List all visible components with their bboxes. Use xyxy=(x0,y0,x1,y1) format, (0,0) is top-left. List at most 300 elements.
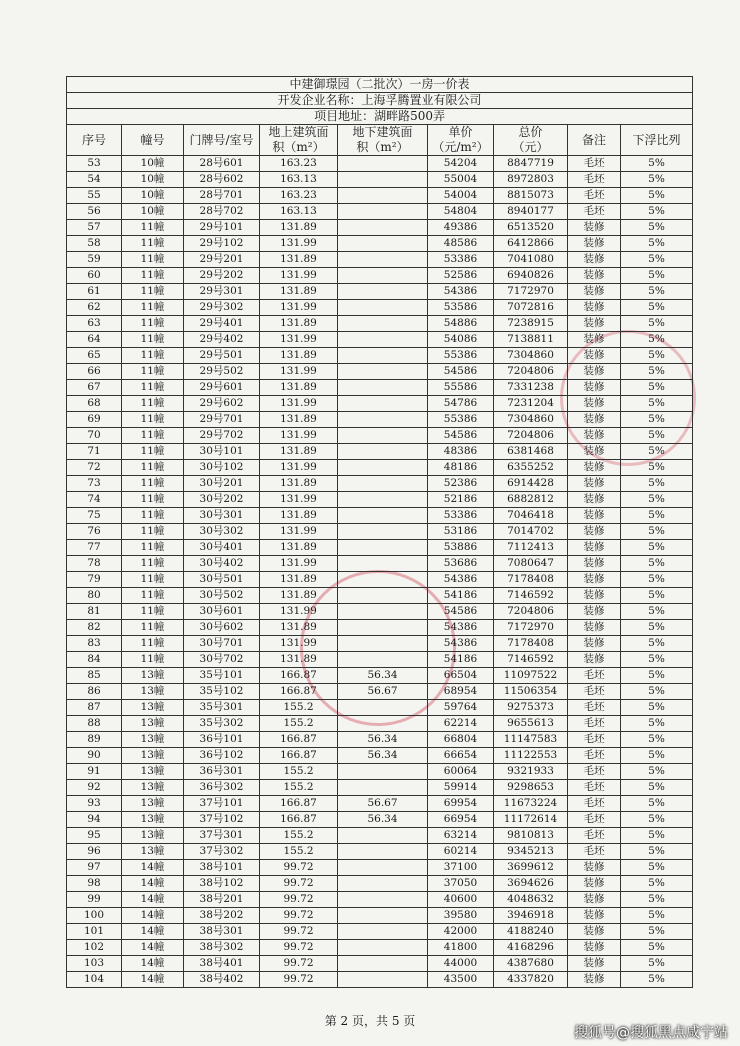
cell-building: 11幢 xyxy=(122,460,184,476)
cell-discount: 5% xyxy=(621,476,693,492)
cell-door: 29号502 xyxy=(184,364,260,380)
cell-unit-price: 53186 xyxy=(428,524,494,540)
cell-above-area: 131.89 xyxy=(260,476,338,492)
cell-discount: 5% xyxy=(621,668,693,684)
table-row xyxy=(67,732,693,748)
cell-door: 30号701 xyxy=(184,636,260,652)
table-row xyxy=(67,892,693,908)
cell-total-price: 9321933 xyxy=(494,764,568,780)
cell-seq: 62 xyxy=(67,300,122,316)
watermark-text: 搜狐号@搜狐黑点咸宁站 xyxy=(574,1025,728,1041)
cell-note: 装修 xyxy=(568,300,621,316)
cell-door: 35号302 xyxy=(184,716,260,732)
cell-total-price: 7138811 xyxy=(494,332,568,348)
cell-unit-price: 53586 xyxy=(428,300,494,316)
cell-above-area: 163.13 xyxy=(260,172,338,188)
cell-total-price: 6882812 xyxy=(494,492,568,508)
cell-building: 11幢 xyxy=(122,620,184,636)
cell-above-area: 155.2 xyxy=(260,764,338,780)
cell-discount: 5% xyxy=(621,156,693,172)
cell-note: 装修 xyxy=(568,540,621,556)
cell-door: 29号102 xyxy=(184,236,260,252)
cell-building: 11幢 xyxy=(122,316,184,332)
table-row xyxy=(67,172,693,188)
cell-below-area xyxy=(338,588,428,604)
header-above-area xyxy=(260,125,338,156)
table-row xyxy=(67,780,693,796)
table-row xyxy=(67,220,693,236)
cell-total-price: 7172970 xyxy=(494,620,568,636)
cell-door: 36号302 xyxy=(184,780,260,796)
table-row xyxy=(67,924,693,940)
cell-door: 37号102 xyxy=(184,812,260,828)
cell-note: 毛坯 xyxy=(568,732,621,748)
cell-total-price: 7204806 xyxy=(494,428,568,444)
cell-seq: 99 xyxy=(67,892,122,908)
table-row xyxy=(67,156,693,172)
cell-above-area: 155.2 xyxy=(260,828,338,844)
cell-building: 11幢 xyxy=(122,636,184,652)
cell-above-area: 155.2 xyxy=(260,780,338,796)
cell-below-area xyxy=(338,908,428,924)
cell-total-price: 7014702 xyxy=(494,524,568,540)
cell-seq: 102 xyxy=(67,940,122,956)
cell-door: 38号202 xyxy=(184,908,260,924)
cell-below-area xyxy=(338,572,428,588)
cell-unit-price: 41800 xyxy=(428,940,494,956)
table-row xyxy=(67,604,693,620)
table-row xyxy=(67,588,693,604)
table-row xyxy=(67,460,693,476)
cell-below-area xyxy=(338,188,428,204)
cell-note: 装修 xyxy=(568,556,621,572)
cell-total-price: 7172970 xyxy=(494,284,568,300)
cell-total-price: 7072816 xyxy=(494,300,568,316)
cell-note: 装修 xyxy=(568,316,621,332)
cell-above-area: 131.89 xyxy=(260,252,338,268)
cell-seq: 66 xyxy=(67,364,122,380)
cell-total-price: 7146592 xyxy=(494,588,568,604)
cell-door: 30号102 xyxy=(184,460,260,476)
cell-unit-price: 43500 xyxy=(428,972,494,988)
cell-unit-price: 48186 xyxy=(428,460,494,476)
cell-above-area: 131.99 xyxy=(260,364,338,380)
cell-below-area xyxy=(338,636,428,652)
cell-total-price: 7204806 xyxy=(494,604,568,620)
cell-unit-price: 54586 xyxy=(428,428,494,444)
cell-seq: 80 xyxy=(67,588,122,604)
cell-below-area xyxy=(338,940,428,956)
cell-above-area: 131.99 xyxy=(260,236,338,252)
cell-discount: 5% xyxy=(621,620,693,636)
cell-below-area xyxy=(338,332,428,348)
cell-note: 装修 xyxy=(568,476,621,492)
cell-unit-price: 39580 xyxy=(428,908,494,924)
cell-building: 14幢 xyxy=(122,908,184,924)
cell-total-price: 6355252 xyxy=(494,460,568,476)
cell-above-area: 131.99 xyxy=(260,604,338,620)
cell-door: 38号401 xyxy=(184,956,260,972)
cell-unit-price: 55586 xyxy=(428,380,494,396)
table-row xyxy=(67,812,693,828)
price-sheet xyxy=(66,76,692,988)
cell-building: 11幢 xyxy=(122,572,184,588)
cell-seq: 103 xyxy=(67,956,122,972)
cell-seq: 87 xyxy=(67,700,122,716)
table-row xyxy=(67,332,693,348)
cell-building: 11幢 xyxy=(122,476,184,492)
price-table xyxy=(66,76,693,988)
cell-total-price: 11506354 xyxy=(494,684,568,700)
cell-unit-price: 48386 xyxy=(428,444,494,460)
cell-note: 装修 xyxy=(568,892,621,908)
cell-discount: 5% xyxy=(621,876,693,892)
cell-seq: 57 xyxy=(67,220,122,236)
cell-unit-price: 54086 xyxy=(428,332,494,348)
cell-discount: 5% xyxy=(621,364,693,380)
cell-below-area: 56.34 xyxy=(338,668,428,684)
cell-total-price: 7041080 xyxy=(494,252,568,268)
cell-note: 装修 xyxy=(568,428,621,444)
cell-door: 38号101 xyxy=(184,860,260,876)
cell-building: 11幢 xyxy=(122,444,184,460)
cell-above-area: 131.89 xyxy=(260,284,338,300)
cell-total-price: 6381468 xyxy=(494,444,568,460)
cell-seq: 65 xyxy=(67,348,122,364)
cell-below-area xyxy=(338,924,428,940)
cell-note: 装修 xyxy=(568,492,621,508)
cell-above-area: 166.87 xyxy=(260,796,338,812)
cell-building: 14幢 xyxy=(122,972,184,988)
cell-note: 装修 xyxy=(568,380,621,396)
cell-discount: 5% xyxy=(621,780,693,796)
cell-door: 30号301 xyxy=(184,508,260,524)
cell-note: 装修 xyxy=(568,588,621,604)
cell-discount: 5% xyxy=(621,508,693,524)
cell-total-price: 7238915 xyxy=(494,316,568,332)
cell-seq: 59 xyxy=(67,252,122,268)
cell-note: 装修 xyxy=(568,364,621,380)
cell-building: 13幢 xyxy=(122,668,184,684)
cell-seq: 92 xyxy=(67,780,122,796)
cell-seq: 56 xyxy=(67,204,122,220)
cell-door: 29号602 xyxy=(184,396,260,412)
cell-discount: 5% xyxy=(621,892,693,908)
cell-seq: 101 xyxy=(67,924,122,940)
cell-seq: 94 xyxy=(67,812,122,828)
cell-unit-price: 54004 xyxy=(428,188,494,204)
cell-total-price: 7146592 xyxy=(494,652,568,668)
cell-unit-price: 54386 xyxy=(428,572,494,588)
header-door: 门牌号/室号 xyxy=(184,125,260,156)
cell-above-area: 163.23 xyxy=(260,156,338,172)
cell-seq: 86 xyxy=(67,684,122,700)
cell-above-area: 99.72 xyxy=(260,908,338,924)
cell-door: 29号601 xyxy=(184,380,260,396)
cell-below-area xyxy=(338,348,428,364)
cell-unit-price: 48586 xyxy=(428,236,494,252)
cell-building: 11幢 xyxy=(122,396,184,412)
cell-above-area: 163.13 xyxy=(260,204,338,220)
cell-unit-price: 59914 xyxy=(428,780,494,796)
cell-note: 装修 xyxy=(568,572,621,588)
cell-below-area xyxy=(338,444,428,460)
cell-door: 38号201 xyxy=(184,892,260,908)
cell-above-area: 163.23 xyxy=(260,188,338,204)
page-number: 第 2 页，共 5 页 xyxy=(324,1014,416,1028)
cell-discount: 5% xyxy=(621,764,693,780)
cell-door: 30号502 xyxy=(184,588,260,604)
table-row xyxy=(67,380,693,396)
table-row xyxy=(67,684,693,700)
cell-total-price: 7112413 xyxy=(494,540,568,556)
table-row xyxy=(67,876,693,892)
cell-seq: 69 xyxy=(67,412,122,428)
cell-unit-price: 37100 xyxy=(428,860,494,876)
cell-above-area: 131.99 xyxy=(260,556,338,572)
table-row xyxy=(67,300,693,316)
cell-door: 35号102 xyxy=(184,684,260,700)
cell-unit-price: 52586 xyxy=(428,268,494,284)
table-row xyxy=(67,764,693,780)
cell-seq: 75 xyxy=(67,508,122,524)
cell-discount: 5% xyxy=(621,652,693,668)
cell-below-area xyxy=(338,780,428,796)
cell-unit-price: 54804 xyxy=(428,204,494,220)
cell-discount: 5% xyxy=(621,588,693,604)
header-total-price xyxy=(494,125,568,156)
cell-note: 毛坯 xyxy=(568,828,621,844)
cell-above-area: 99.72 xyxy=(260,956,338,972)
cell-above-area: 131.99 xyxy=(260,428,338,444)
cell-note: 装修 xyxy=(568,940,621,956)
cell-note: 装修 xyxy=(568,636,621,652)
header-total-price-line1: 总价 xyxy=(518,125,543,139)
header-unit-price-line2: （元/m²） xyxy=(432,140,489,154)
cell-discount: 5% xyxy=(621,908,693,924)
cell-door: 30号601 xyxy=(184,604,260,620)
cell-building: 11幢 xyxy=(122,220,184,236)
cell-note: 装修 xyxy=(568,444,621,460)
cell-below-area xyxy=(338,540,428,556)
cell-note: 毛坯 xyxy=(568,796,621,812)
cell-building: 14幢 xyxy=(122,940,184,956)
cell-total-price: 7178408 xyxy=(494,572,568,588)
cell-note: 装修 xyxy=(568,908,621,924)
cell-note: 装修 xyxy=(568,396,621,412)
cell-building: 11幢 xyxy=(122,284,184,300)
cell-building: 10幢 xyxy=(122,156,184,172)
cell-note: 装修 xyxy=(568,620,621,636)
cell-door: 29号201 xyxy=(184,252,260,268)
cell-unit-price: 66804 xyxy=(428,732,494,748)
table-row xyxy=(67,716,693,732)
header-discount: 下浮比列 xyxy=(621,125,693,156)
cell-below-area xyxy=(338,364,428,380)
cell-seq: 104 xyxy=(67,972,122,988)
cell-above-area: 131.99 xyxy=(260,300,338,316)
cell-building: 11幢 xyxy=(122,332,184,348)
cell-door: 28号601 xyxy=(184,156,260,172)
cell-note: 毛坯 xyxy=(568,668,621,684)
cell-above-area: 131.89 xyxy=(260,652,338,668)
cell-discount: 5% xyxy=(621,732,693,748)
cell-seq: 58 xyxy=(67,236,122,252)
header-building: 幢号 xyxy=(122,125,184,156)
cell-total-price: 3699612 xyxy=(494,860,568,876)
cell-total-price: 3946918 xyxy=(494,908,568,924)
cell-discount: 5% xyxy=(621,332,693,348)
cell-total-price: 9655613 xyxy=(494,716,568,732)
cell-above-area: 131.89 xyxy=(260,540,338,556)
cell-building: 14幢 xyxy=(122,924,184,940)
cell-seq: 79 xyxy=(67,572,122,588)
cell-below-area xyxy=(338,716,428,732)
cell-building: 11幢 xyxy=(122,252,184,268)
cell-seq: 78 xyxy=(67,556,122,572)
table-row xyxy=(67,492,693,508)
cell-above-area: 99.72 xyxy=(260,924,338,940)
cell-above-area: 131.89 xyxy=(260,508,338,524)
cell-discount: 5% xyxy=(621,828,693,844)
header-note: 备注 xyxy=(568,125,621,156)
cell-unit-price: 54204 xyxy=(428,156,494,172)
cell-above-area: 131.89 xyxy=(260,348,338,364)
cell-building: 11幢 xyxy=(122,652,184,668)
cell-note: 装修 xyxy=(568,972,621,988)
cell-building: 13幢 xyxy=(122,684,184,700)
header-seq: 序号 xyxy=(67,125,122,156)
cell-seq: 81 xyxy=(67,604,122,620)
cell-discount: 5% xyxy=(621,524,693,540)
table-row xyxy=(67,428,693,444)
cell-door: 35号101 xyxy=(184,668,260,684)
cell-total-price: 7080647 xyxy=(494,556,568,572)
cell-below-area xyxy=(338,524,428,540)
cell-below-area xyxy=(338,956,428,972)
cell-discount: 5% xyxy=(621,556,693,572)
cell-note: 装修 xyxy=(568,524,621,540)
cell-unit-price: 49386 xyxy=(428,220,494,236)
cell-door: 30号702 xyxy=(184,652,260,668)
header-above-area-line2: 积（m²） xyxy=(272,140,325,154)
cell-seq: 84 xyxy=(67,652,122,668)
cell-seq: 71 xyxy=(67,444,122,460)
cell-above-area: 131.89 xyxy=(260,572,338,588)
cell-total-price: 9275373 xyxy=(494,700,568,716)
cell-below-area xyxy=(338,380,428,396)
cell-door: 29号701 xyxy=(184,412,260,428)
cell-seq: 54 xyxy=(67,172,122,188)
cell-door: 30号402 xyxy=(184,556,260,572)
cell-below-area xyxy=(338,172,428,188)
cell-building: 13幢 xyxy=(122,716,184,732)
cell-discount: 5% xyxy=(621,348,693,364)
cell-note: 装修 xyxy=(568,284,621,300)
cell-discount: 5% xyxy=(621,236,693,252)
cell-building: 11幢 xyxy=(122,236,184,252)
cell-unit-price: 54786 xyxy=(428,396,494,412)
cell-total-price: 7204806 xyxy=(494,364,568,380)
cell-total-price: 6914428 xyxy=(494,476,568,492)
cell-total-price: 4387680 xyxy=(494,956,568,972)
cell-unit-price: 53686 xyxy=(428,556,494,572)
cell-note: 装修 xyxy=(568,508,621,524)
cell-below-area xyxy=(338,252,428,268)
cell-discount: 5% xyxy=(621,956,693,972)
cell-total-price: 8847719 xyxy=(494,156,568,172)
cell-building: 11幢 xyxy=(122,412,184,428)
cell-discount: 5% xyxy=(621,700,693,716)
cell-total-price: 4168296 xyxy=(494,940,568,956)
cell-below-area xyxy=(338,828,428,844)
cell-note: 装修 xyxy=(568,268,621,284)
cell-discount: 5% xyxy=(621,844,693,860)
cell-discount: 5% xyxy=(621,748,693,764)
cell-door: 37号301 xyxy=(184,828,260,844)
cell-above-area: 131.89 xyxy=(260,620,338,636)
cell-below-area: 56.34 xyxy=(338,732,428,748)
cell-below-area xyxy=(338,972,428,988)
cell-above-area: 99.72 xyxy=(260,876,338,892)
cell-building: 13幢 xyxy=(122,796,184,812)
cell-above-area: 131.99 xyxy=(260,396,338,412)
cell-seq: 64 xyxy=(67,332,122,348)
cell-above-area: 131.99 xyxy=(260,268,338,284)
cell-door: 38号402 xyxy=(184,972,260,988)
cell-unit-price: 54586 xyxy=(428,364,494,380)
cell-total-price: 11097522 xyxy=(494,668,568,684)
cell-above-area: 99.72 xyxy=(260,892,338,908)
cell-building: 11幢 xyxy=(122,380,184,396)
cell-note: 装修 xyxy=(568,220,621,236)
header-unit-price xyxy=(428,125,494,156)
cell-door: 29号501 xyxy=(184,348,260,364)
header-above-area-line1: 地上建筑面 xyxy=(268,125,329,139)
cell-total-price: 11673224 xyxy=(494,796,568,812)
cell-building: 14幢 xyxy=(122,860,184,876)
cell-building: 13幢 xyxy=(122,748,184,764)
cell-above-area: 131.89 xyxy=(260,444,338,460)
cell-total-price: 9810813 xyxy=(494,828,568,844)
cell-seq: 95 xyxy=(67,828,122,844)
cell-discount: 5% xyxy=(621,204,693,220)
cell-door: 36号301 xyxy=(184,764,260,780)
table-row xyxy=(67,348,693,364)
cell-door: 29号402 xyxy=(184,332,260,348)
cell-building: 13幢 xyxy=(122,780,184,796)
cell-below-area xyxy=(338,892,428,908)
cell-total-price: 9345213 xyxy=(494,844,568,860)
cell-above-area: 166.87 xyxy=(260,812,338,828)
cell-door: 30号302 xyxy=(184,524,260,540)
cell-total-price: 7178408 xyxy=(494,636,568,652)
table-row xyxy=(67,956,693,972)
cell-building: 13幢 xyxy=(122,764,184,780)
cell-unit-price: 60214 xyxy=(428,844,494,860)
cell-total-price: 11147583 xyxy=(494,732,568,748)
cell-above-area: 166.87 xyxy=(260,668,338,684)
cell-discount: 5% xyxy=(621,220,693,236)
cell-unit-price: 55386 xyxy=(428,348,494,364)
cell-building: 11幢 xyxy=(122,268,184,284)
cell-seq: 53 xyxy=(67,156,122,172)
cell-discount: 5% xyxy=(621,396,693,412)
cell-total-price: 9298653 xyxy=(494,780,568,796)
cell-discount: 5% xyxy=(621,972,693,988)
cell-door: 29号702 xyxy=(184,428,260,444)
cell-note: 毛坯 xyxy=(568,156,621,172)
